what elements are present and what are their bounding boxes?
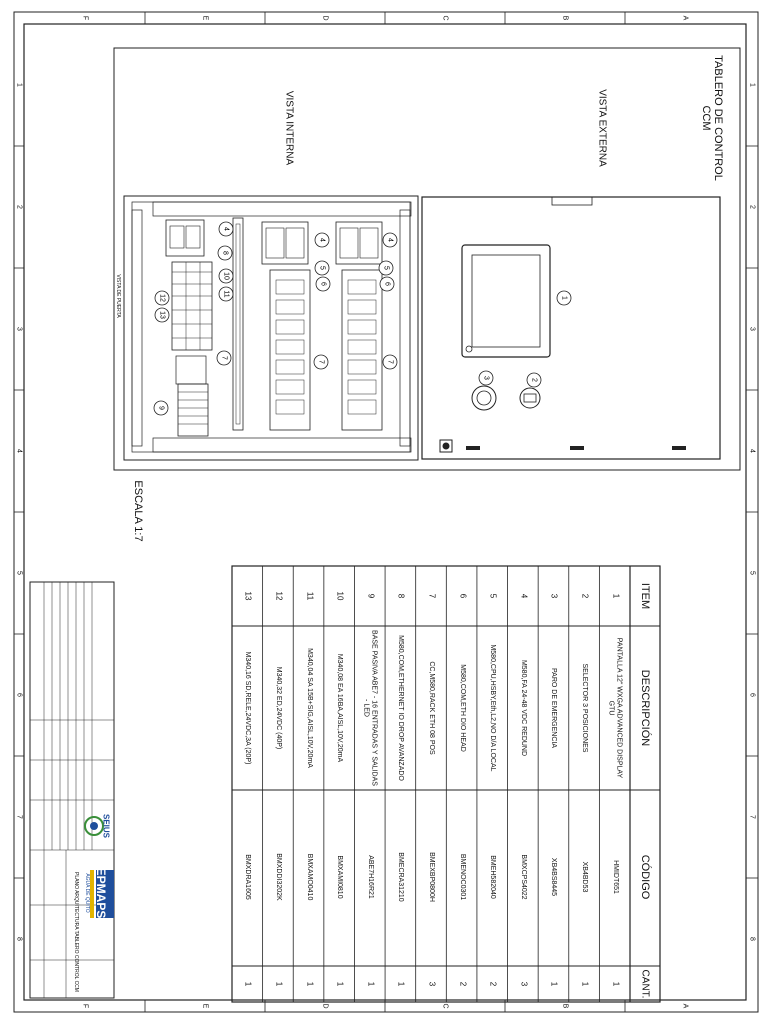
balloon-number: 13 xyxy=(158,311,166,319)
bom-cell-code: ABE7H16R21 xyxy=(366,855,374,899)
bom-cell-description: M340,16 SD,RELE,24VDC,3A (20P) xyxy=(244,651,252,765)
frame-row-number: 2 xyxy=(15,205,23,209)
frame-column-letter: F xyxy=(81,15,89,21)
bom-cell-item: 5 xyxy=(488,593,498,599)
emergency-stop xyxy=(472,386,496,410)
frame-row-number: 5 xyxy=(748,571,756,575)
view-external-label: VISTA EXTERNA xyxy=(596,89,608,167)
frame-row-number: 5 xyxy=(15,571,23,575)
bom-cell-code: BMEXBP0800H xyxy=(427,852,435,902)
selector-switch xyxy=(520,388,540,408)
balloon-number: 1 xyxy=(560,296,568,300)
bom-table-grid xyxy=(232,566,660,1002)
din-rail xyxy=(233,218,243,430)
bom-cell-code: XB4BS8445 xyxy=(550,857,558,897)
frame-row-number: 1 xyxy=(15,83,23,87)
frame-row-number: 3 xyxy=(748,327,756,331)
bom-cell-item: 2 xyxy=(580,593,590,599)
frame-column-letter: B xyxy=(561,1003,569,1009)
bom-cell-code: BMEH582040 xyxy=(489,855,497,899)
bom-cell-description: BASE PASIVA ABE7 - 16 ENTRADAS Y SALIDAS - LED xyxy=(362,630,378,786)
balloon-number: 10 xyxy=(222,272,230,280)
external-view xyxy=(422,197,720,459)
rack-1 xyxy=(336,222,382,430)
bom-cell-item: 11 xyxy=(304,591,314,601)
bom-cell-qty: 1 xyxy=(335,981,345,987)
bom-cell-description: PARO DE EMERGENCIA xyxy=(550,668,558,748)
company-name: SEIUS xyxy=(101,813,111,839)
bom-cell-item: 8 xyxy=(396,593,406,599)
bom-cell-description: M580,COM,ETHERNET IO DROP AVANZADO xyxy=(397,635,405,781)
bom-cell-item: 10 xyxy=(335,591,345,601)
bom-cell-code: HMIDT651 xyxy=(611,860,619,894)
balloon-number: 7 xyxy=(220,356,228,360)
balloon-number: 2 xyxy=(530,378,538,382)
bom-cell-item: 3 xyxy=(549,593,559,599)
frame-column-letter: B xyxy=(561,15,569,21)
bom-cell-item: 7 xyxy=(427,593,437,599)
bom-header-qty: CANT. xyxy=(639,969,651,999)
frame-row-number: 1 xyxy=(748,83,756,87)
frame-column-letter: D xyxy=(321,15,329,21)
bom-cell-qty: 1 xyxy=(611,981,621,987)
view-internal-label: VISTA INTERNA xyxy=(283,90,295,166)
side-label: VISTA DE PUERTA xyxy=(115,274,121,318)
balloon-number: 5 xyxy=(318,266,326,270)
bom-cell-description: SELECTOR 3 POSICIONES xyxy=(580,663,588,753)
frame-column-letter: E xyxy=(201,1003,209,1009)
bom-header-description: DESCRIPCIÓN xyxy=(639,669,652,747)
balloon-number: 7 xyxy=(317,360,325,364)
bom-cell-item: 4 xyxy=(519,593,529,599)
bom-cell-description: CC,M580,RACK ETH 08 POS xyxy=(427,661,435,755)
bom-cell-qty: 1 xyxy=(274,981,284,987)
frame-row-number: 7 xyxy=(748,815,756,819)
bom-header-item: ITEM xyxy=(639,582,652,610)
door-handle xyxy=(552,197,592,205)
balloon-number: 11 xyxy=(222,290,230,298)
bom-cell-description: M340,04 SA 15B+SIG,AISL,10V,20mA xyxy=(305,648,313,768)
frame-column-letter: A xyxy=(681,1003,689,1009)
hmi-screen xyxy=(462,245,550,357)
bom-cell-item: 1 xyxy=(611,593,621,599)
frame-row-number: 2 xyxy=(748,205,756,209)
balloon-number: 5 xyxy=(382,266,390,270)
bom-cell-qty: 1 xyxy=(304,981,314,987)
bom-cell-qty: 1 xyxy=(549,981,559,987)
bom-header-code: CÓDIGO xyxy=(639,854,652,900)
balloon-number: 6 xyxy=(383,282,391,286)
bom-cell-description: M580,CPU,HSBY,Eth,L2,NO D/A LOCAL xyxy=(489,644,497,772)
bom-cell-code: BMXCPS4022 xyxy=(519,854,527,900)
bom-cell-code: XB4BD53 xyxy=(580,861,588,893)
frame-column-letter: C xyxy=(441,1003,449,1009)
balloon-number: 4 xyxy=(386,238,394,242)
frame-row-number: 7 xyxy=(15,815,23,819)
bom-cell-code: BMENOC0301 xyxy=(458,853,466,901)
balloon-number: 6 xyxy=(319,282,327,286)
bom-cell-description: M340,08 EA 16BA,AISL,10V,20mA xyxy=(335,653,343,763)
bom-cell-qty: 3 xyxy=(427,981,437,987)
rack-2 xyxy=(262,222,310,430)
bom-cell-item: 6 xyxy=(458,593,468,599)
client-subtitle: AGUA DE QUITO xyxy=(84,873,90,913)
bom-cell-qty: 2 xyxy=(488,981,498,987)
callout-balloons xyxy=(154,222,571,415)
bom-cell-code: BMXDDI3202K xyxy=(274,853,282,901)
frame-row-number: 4 xyxy=(748,449,756,453)
balloon-number: 8 xyxy=(221,251,229,255)
balloon-number: 3 xyxy=(482,376,490,380)
balloon-number: 4 xyxy=(318,238,326,242)
internal-view xyxy=(124,196,418,460)
bom-cell-code: BMECRA31210 xyxy=(397,852,405,902)
enclosure-outer xyxy=(124,196,418,460)
frame-column-letter: F xyxy=(81,1003,89,1009)
bom-cell-code: BMXAMO0410 xyxy=(305,853,313,901)
bom-cell-description: PANTALLA 12" WXGA ADVANCED DISPLAY GTU xyxy=(607,637,623,779)
title-block xyxy=(30,582,114,998)
bom-cell-qty: 3 xyxy=(519,981,529,987)
balloon-number: 9 xyxy=(157,406,165,410)
frame-column-letter: E xyxy=(201,15,209,21)
balloon-number: 12 xyxy=(158,294,166,302)
frame-column-letter: A xyxy=(681,15,689,21)
scale-label: ESCALA 1:7 xyxy=(132,480,144,542)
frame-column-letter: D xyxy=(321,1003,329,1009)
bom-cell-item: 13 xyxy=(243,591,253,601)
bom-cell-code: BMXDRA1605 xyxy=(244,854,252,900)
frame-row-number: 6 xyxy=(748,693,756,697)
balloon-number: 4 xyxy=(222,227,230,231)
frame-row-number: 8 xyxy=(15,937,23,941)
frame-row-number: 6 xyxy=(15,693,23,697)
bom-cell-qty: 1 xyxy=(580,981,590,987)
balloon-number: 7 xyxy=(386,360,394,364)
bom-cell-item: 9 xyxy=(366,593,376,599)
bom-cell-description: M340,32 ED,24VDC (40P) xyxy=(274,666,282,750)
bom-cell-item: 12 xyxy=(274,591,284,601)
hmi-display-area xyxy=(472,255,540,347)
frame-row-number: 4 xyxy=(15,449,23,453)
frame-row-number: 3 xyxy=(15,327,23,331)
rack-3 xyxy=(166,220,212,436)
sheet-title: PLANO ARQUITECTURA TABLERO CONTROL CCM xyxy=(73,872,79,992)
frame-column-letter: C xyxy=(441,15,449,21)
client-name: EPMAPS xyxy=(94,867,108,919)
bom-cell-qty: 1 xyxy=(366,981,376,987)
bom-cell-qty: 1 xyxy=(396,981,406,987)
drawing-title: TABLERO DE CONTROL CCM xyxy=(700,55,724,181)
bom-cell-description: M580,FA 24-48 VDC REDUND xyxy=(519,659,527,757)
bom-cell-qty: 1 xyxy=(243,981,253,987)
panel-door xyxy=(422,197,720,459)
frame-row-number: 8 xyxy=(748,937,756,941)
bom-cell-qty: 2 xyxy=(458,981,468,987)
bom-cell-description: M580,COM,ETH DIO HEAD xyxy=(458,664,466,752)
bom-cell-code: BMXAMI0810 xyxy=(335,855,343,899)
